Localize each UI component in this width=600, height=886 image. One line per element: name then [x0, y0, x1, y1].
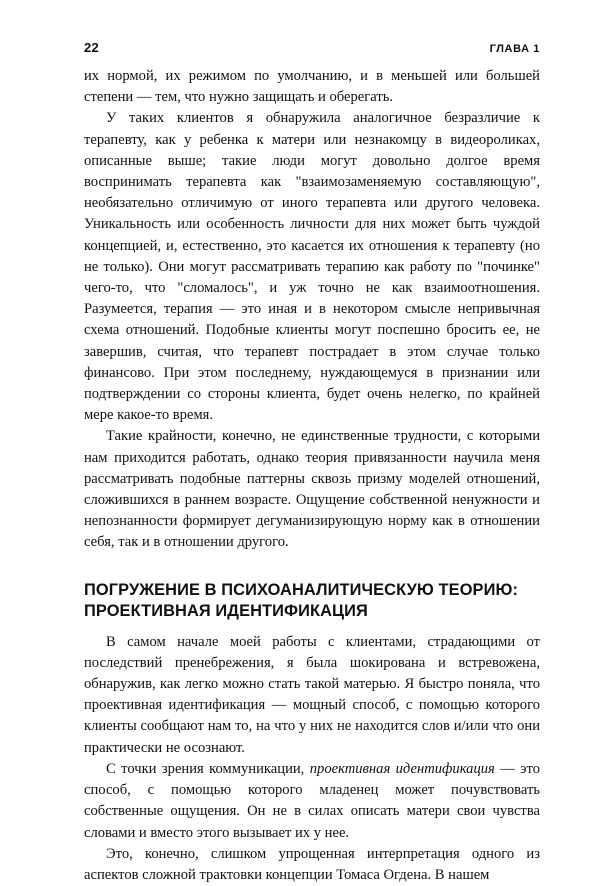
paragraph-text: — это способ, с помощью которого младенец может почувствовать собственные ощущения. Он не в силах описать матери свои чувства словами и вместо этого вызывает их у нее. — [84, 760, 540, 841]
body-text-section — [84, 632, 540, 886]
paragraph-text: С точки зрения коммуникации, — [106, 760, 310, 777]
section-heading — [84, 580, 540, 622]
paragraph-with-term — [84, 759, 540, 844]
page-number: 22 — [84, 40, 100, 55]
chapter-title: ГЛАВА 1 — [489, 43, 540, 55]
paragraph-continued: их нормой, их режимом по умолчанию, и в меньшей или большей степени — тем, что нужно защищать и оберегать. — [84, 68, 540, 106]
section-heading-line: ПРОЕКТИВНАЯ ИДЕНТИФИКАЦИЯ — [84, 601, 368, 620]
section-heading-line: ПОГРУЖЕНИЕ В ПСИХОАНАЛИТИЧЕСКУЮ ТЕОРИЮ: — [84, 580, 519, 599]
paragraph: В самом начале моей работы с клиентами, страдающими от последствий пренебрежения, я была шокирована и встревожена, обнаружив, как легко можно стать такой матерью. Я быстро поняла, что проективная идентификация — мощный способ, с помощью которого клиенты сообщают нам то, на что у них не находится слов и/или что они практически не осознают. — [84, 633, 540, 756]
paragraph: У таких клиентов я обнаружила аналогичное безразличие к терапевту, как у ребенка к матери или незнакомцу в видеороликах, описанные выше; такие люди могут довольно долгое время воспринимать терапевта как "взаимозаменяемую составляющую", необязательно отличимую от иного терапевта или другого человека. Уникальность или особенность личности для них может быть чуждой концепцией, и, естественно, это касается их отношения к терапевту (но не только). Они могут рассматривать терапию как работу по "починке" чего-то, что "сломалось", и уж точно не как взаимоотношения. Разумеется, терапия — это иная и в некотором смысле непривычная схема отношений. Подобные клиенты могут поспешно бросить ее, не завершив, считая, что терапевт пострадает в этом случае только финансово. При этом последнему, нуждающемуся в признании или подтверждении со стороны клиента, будет очень нелегко, по крайней мере какое-то время. — [84, 110, 540, 424]
paragraph: Такие крайности, конечно, не единственные трудности, с которыми нам приходится работать, однако теория привязанности научила меня рассматривать подобные паттерны сквозь призму моделей отношений, сложившихся в раннем возрасте. Ощущение собственной ненужности и непознанности формирует дегуманизирующую норму как в отношении себя, так и в отношении другого. — [84, 428, 540, 551]
body-text-top — [84, 66, 540, 554]
italic-term: проективная идентификация — [309, 760, 495, 777]
book-page — [84, 40, 540, 886]
paragraph: Это, конечно, слишком упрощенная интерпретация одного из аспектов сложной трактовки концепции Томаса Огдена. В нашем — [84, 845, 540, 883]
running-header — [84, 40, 540, 62]
